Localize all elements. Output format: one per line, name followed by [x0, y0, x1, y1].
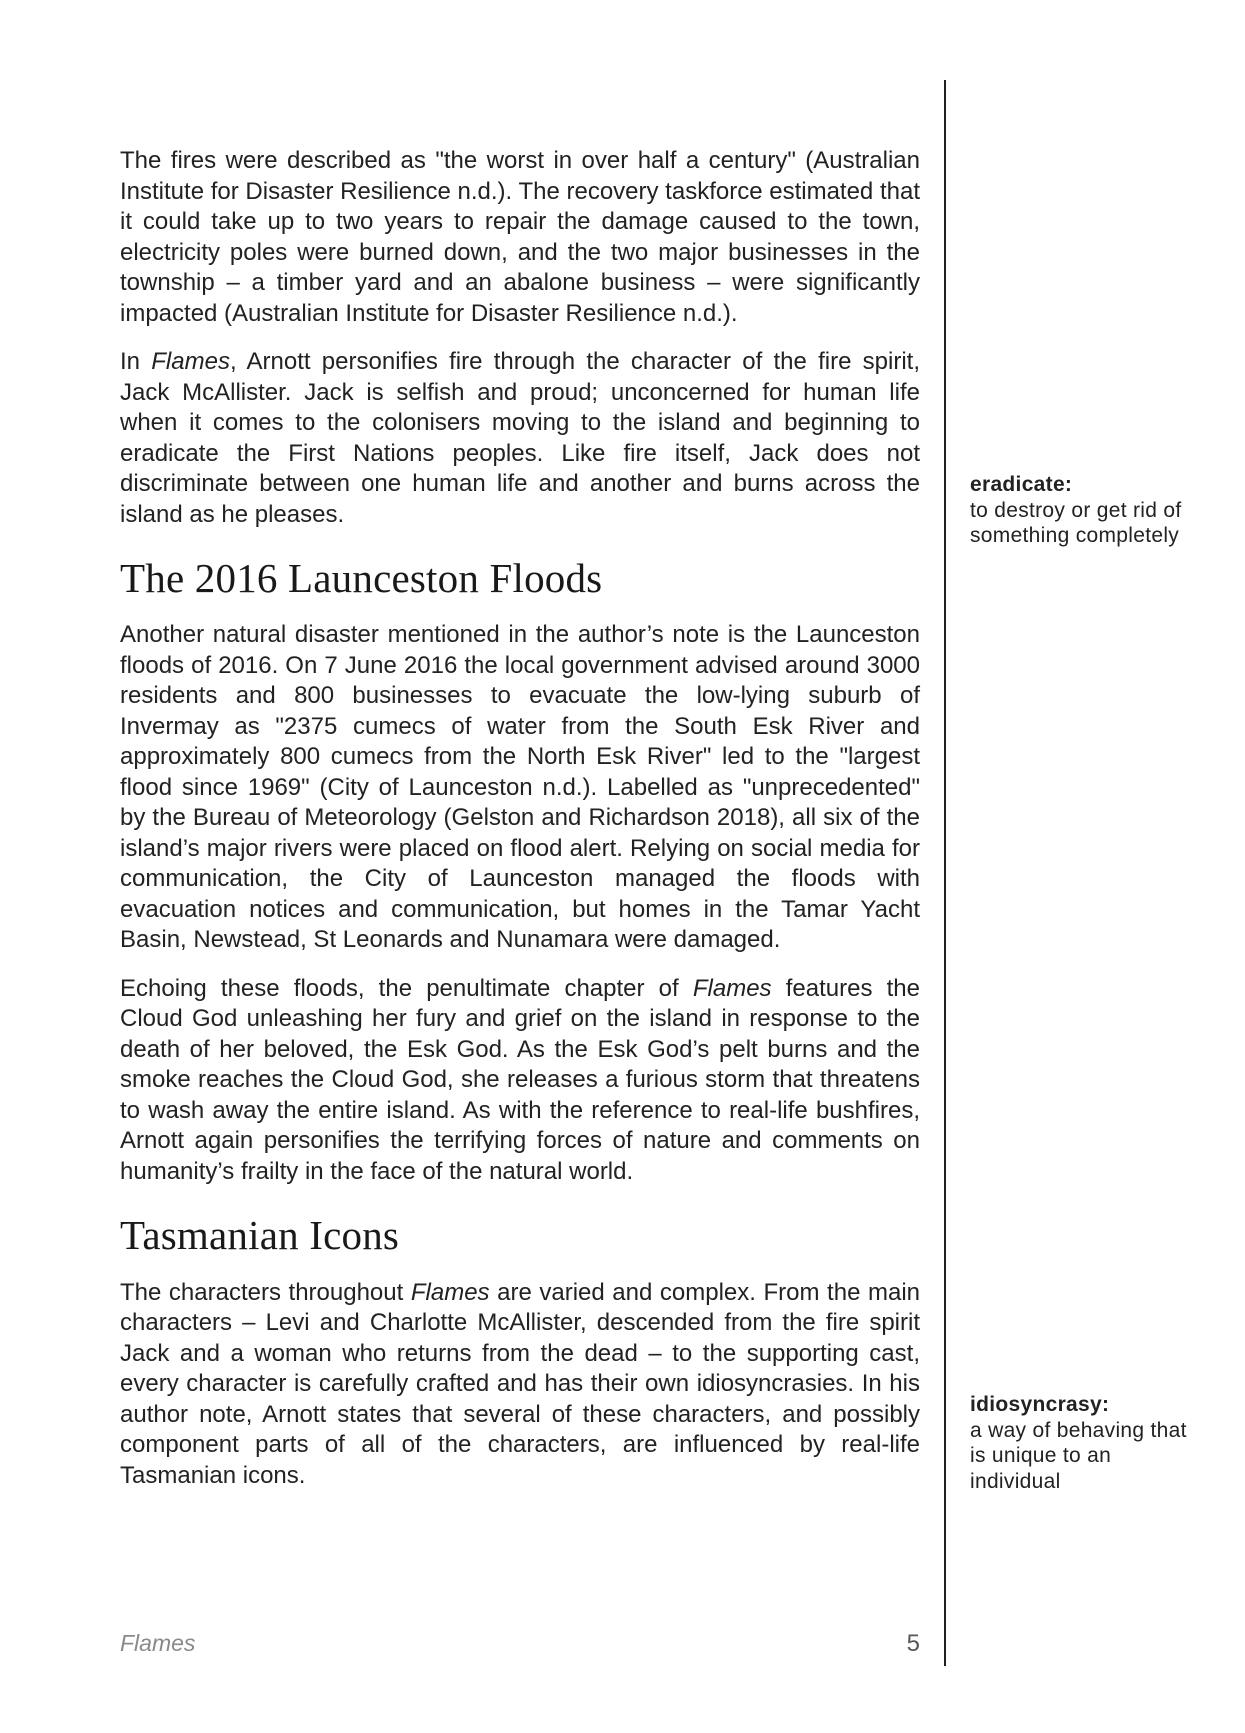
article-body [120, 146, 920, 1509]
margin-note-term: eradicate: [970, 473, 1073, 496]
paragraph: Echoing these floods, the penultimate chapter of Flames features the Cloud God unleashing her fury and grief on the island in response to the death of her beloved, the Esk God. As the Esk God’s pelt burns and the smoke reaches the Cloud God, she releases a furious storm that threatens to wash away the entire island. As with the reference to real-life bushfires, Arnott again personifies the terrifying forces of nature and comments on humanity’s frailty in the face of the natural world. [120, 974, 920, 1185]
margin-divider-rule [944, 80, 946, 1666]
paragraph: The characters throughout Flames are varied and complex. From the main characters – Levi and Charlotte McAllister, descended from the fire spirit Jack and a woman who returns from the dead – to the supporting cast, every character is carefully crafted and has their own idiosyncrasies. In his author note, Arnott states that several of these characters, and possibly component parts of all of the characters, are influenced by real-life Tasmanian icons. [120, 1278, 920, 1489]
margin-note-definition: to destroy or get rid of something completely [970, 498, 1182, 547]
margin-note-term: idiosyncrasy: [970, 1393, 1110, 1416]
section-heading: Tasmanian Icons [120, 1212, 400, 1259]
margin-note-definition: a way of behaving that is unique to an individual [970, 1418, 1187, 1493]
footer-book-title: Flames [120, 1630, 196, 1656]
footer-page-number: 5 [906, 1630, 920, 1657]
page-footer [120, 1630, 920, 1658]
margin-note-idiosyncrasy [970, 1392, 1198, 1494]
section-heading: The 2016 Launceston Floods [120, 555, 603, 601]
paragraph: Another natural disaster mentioned in the author’s note is the Launceston floods of 2016. On 7 June 2016 the local government advised around 3000 residents and 800 businesses to evacuate the low-lying suburb of Invermay as "2375 cumecs of water from the South Esk River and approximately 800 cumecs from the North Esk River" led to the "largest flood since 1969" (City of Launceston n.d.). Labelled as "unprecedented" by the Bureau of Meteorology (Gelston and Richardson 2018), all six of the island’s major rivers were placed on flood alert. Relying on social media for communication, the City of Launceston managed the floods with evacuation notices and communication, but homes in the Tamar Yacht Basin, Newstead, St Leonards and Nunamara were damaged. [120, 621, 920, 954]
paragraph: In Flames, Arnott personifies fire through the character of the fire spirit, Jack McAllister. Jack is selfish and proud; unconcerned for human life when it comes to the colonisers moving to the island and beginning to eradicate the First Nations peoples. Like fire itself, Jack does not discriminate between one human life and another and burns across the island as he pleases. [120, 348, 920, 528]
margin-note-eradicate [970, 472, 1198, 549]
paragraph: The fires were described as "the worst in over half a century" (Australian Institute for Disaster Resilience n.d.). The recovery taskforce estimated that it could take up to two years to repair the damage caused to the town, electricity poles were burned down, and the two major businesses in the township – a timber yard and an abalone business – were significantly impacted (Australian Institute for Disaster Resilience n.d.). [120, 147, 920, 327]
